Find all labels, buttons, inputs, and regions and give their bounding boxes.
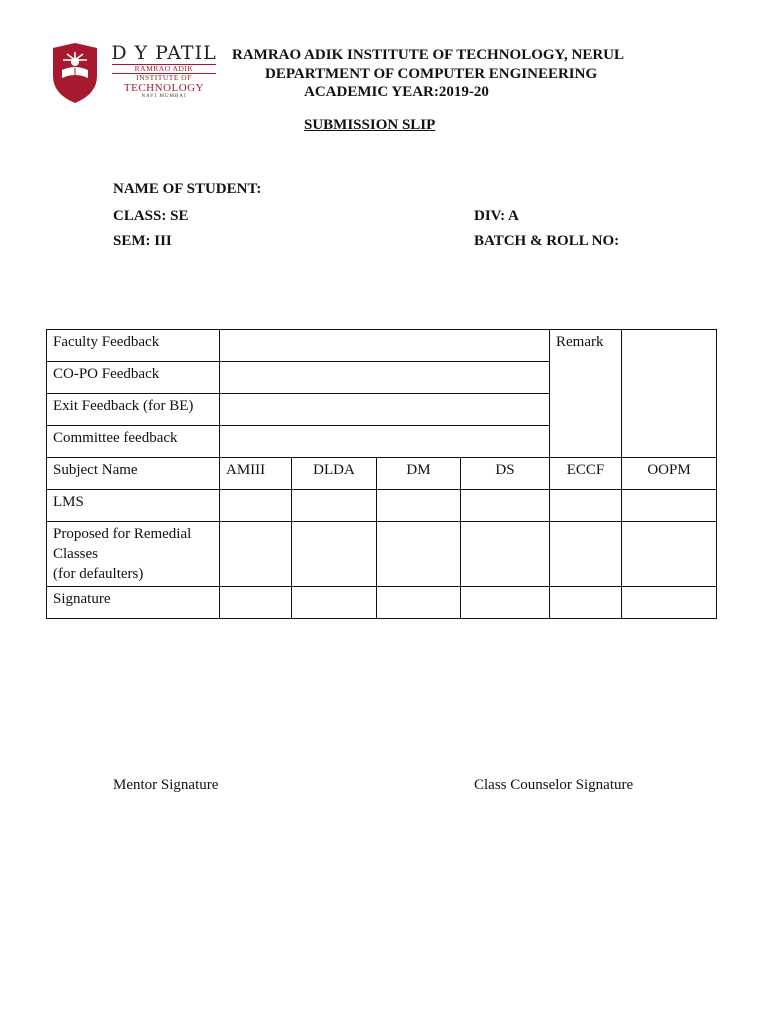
subject-name: DM bbox=[377, 458, 461, 490]
feedback-cell[interactable] bbox=[220, 330, 550, 362]
remedial-label-line1: Proposed for Remedial bbox=[53, 526, 192, 542]
lms-cell[interactable] bbox=[550, 490, 622, 522]
signature-cell[interactable] bbox=[220, 587, 292, 619]
table-row bbox=[47, 458, 717, 490]
remedial-cell[interactable] bbox=[461, 522, 550, 587]
subject-name: DLDA bbox=[292, 458, 377, 490]
feedback-cell[interactable] bbox=[220, 426, 550, 458]
lms-cell[interactable] bbox=[461, 490, 550, 522]
signature-label: Signature bbox=[47, 587, 220, 619]
shield-icon bbox=[50, 42, 100, 104]
subject-name: OOPM bbox=[622, 458, 717, 490]
signature-cell[interactable] bbox=[461, 587, 550, 619]
feedback-label: CO-PO Feedback bbox=[47, 362, 220, 394]
student-name-label: NAME OF STUDENT: bbox=[113, 181, 262, 197]
batch-roll-label: BATCH & ROLL NO: bbox=[474, 233, 620, 249]
remedial-cell[interactable] bbox=[550, 522, 622, 587]
academic-year: ACADEMIC YEAR:2019-20 bbox=[304, 84, 489, 100]
lms-cell[interactable] bbox=[377, 490, 461, 522]
feedback-label: Faculty Feedback bbox=[47, 330, 220, 362]
department-name: DEPARTMENT OF COMPUTER ENGINEERING bbox=[265, 66, 598, 82]
feedback-label: Committee feedback bbox=[47, 426, 220, 458]
remark-cell[interactable] bbox=[622, 330, 717, 458]
table-row bbox=[47, 522, 717, 587]
remedial-cell[interactable] bbox=[622, 522, 717, 587]
subject-header: Subject Name bbox=[47, 458, 220, 490]
logo-line1: RAMRAO ADIK bbox=[112, 64, 216, 74]
page-title: SUBMISSION SLIP bbox=[304, 117, 436, 133]
lms-label: LMS bbox=[47, 490, 220, 522]
lms-cell[interactable] bbox=[220, 490, 292, 522]
table-row bbox=[47, 490, 717, 522]
subject-name: DS bbox=[461, 458, 550, 490]
feedback-cell[interactable] bbox=[220, 362, 550, 394]
subject-name: AMIII bbox=[220, 458, 292, 490]
institute-name: RAMRAO ADIK INSTITUTE OF TECHNOLOGY, NERUL bbox=[232, 47, 625, 63]
subject-name: ECCF bbox=[550, 458, 622, 490]
submission-table bbox=[46, 329, 717, 619]
remedial-label-line3: (for defaulters) bbox=[53, 566, 144, 582]
logo-city: NAVI MUMBAI bbox=[141, 94, 187, 99]
division-label: DIV: A bbox=[474, 208, 519, 224]
feedback-label: Exit Feedback (for BE) bbox=[47, 394, 220, 426]
signature-cell[interactable] bbox=[550, 587, 622, 619]
remedial-cell[interactable] bbox=[292, 522, 377, 587]
institute-logo bbox=[50, 42, 220, 112]
remedial-cell[interactable] bbox=[377, 522, 461, 587]
lms-cell[interactable] bbox=[292, 490, 377, 522]
logo-main-text: D Y PATIL bbox=[111, 42, 217, 64]
table-row bbox=[47, 330, 717, 362]
class-label: CLASS: SE bbox=[113, 208, 189, 224]
mentor-signature-label: Mentor Signature bbox=[113, 777, 219, 793]
remark-label: Remark bbox=[550, 330, 622, 458]
signature-cell[interactable] bbox=[377, 587, 461, 619]
counselor-signature-label: Class Counselor Signature bbox=[474, 777, 634, 793]
table-row bbox=[47, 587, 717, 619]
feedback-cell[interactable] bbox=[220, 394, 550, 426]
logo-line2: INSTITUTE OF bbox=[136, 73, 192, 82]
remedial-cell[interactable] bbox=[220, 522, 292, 587]
signature-cell[interactable] bbox=[292, 587, 377, 619]
semester-label: SEM: III bbox=[113, 233, 172, 249]
signature-cell[interactable] bbox=[622, 587, 717, 619]
remedial-label-line2: Classes bbox=[53, 546, 98, 562]
logo-line3: TECHNOLOGY bbox=[123, 82, 205, 94]
lms-cell[interactable] bbox=[622, 490, 717, 522]
remedial-label bbox=[47, 522, 220, 587]
